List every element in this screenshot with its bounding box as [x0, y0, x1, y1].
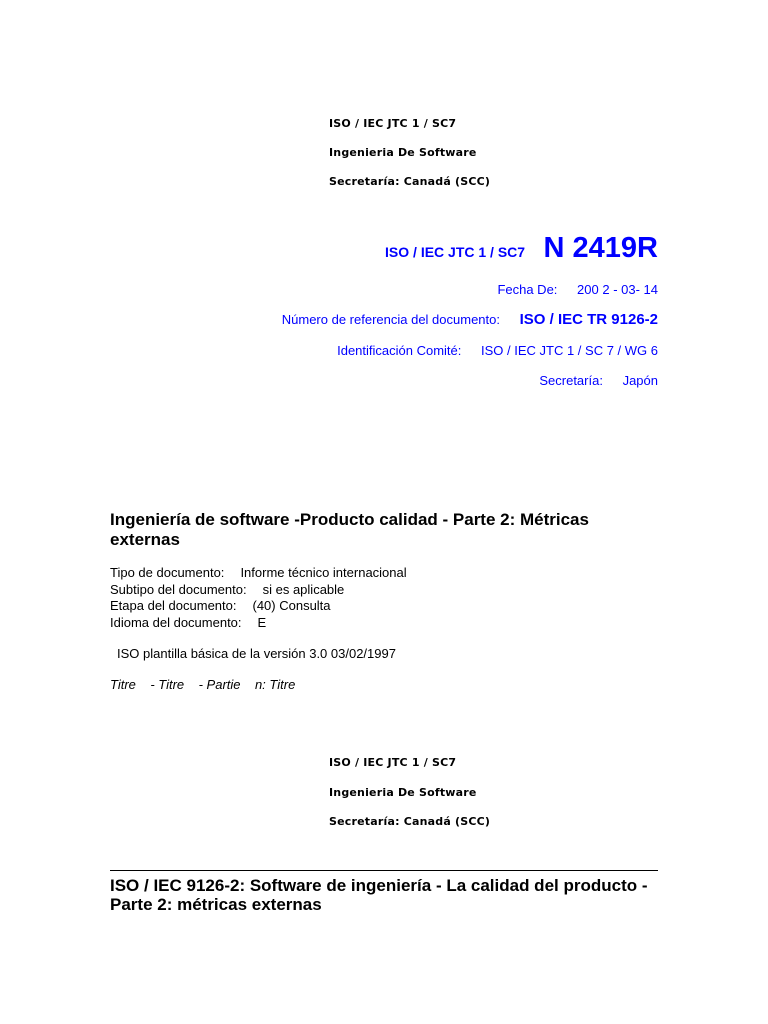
meta-language-value: E	[257, 615, 267, 630]
document-title: Ingeniería de software -Producto calidad - Parte 2: Métricas externas	[110, 510, 589, 549]
committee-row	[337, 343, 658, 358]
meta-subtype-label: Subtipo del documento:	[110, 582, 247, 597]
reference-row	[282, 311, 658, 328]
meta-subtype-row	[110, 581, 344, 598]
footer-title: Ingenieria De Software	[329, 786, 477, 799]
header-title: Ingenieria De Software	[329, 146, 477, 159]
meta-language-label: Idioma del documento:	[110, 615, 242, 630]
meta-stage-value: (40) Consulta	[252, 598, 331, 613]
committee-label: Identificación Comité:	[337, 343, 462, 358]
date-row	[497, 282, 658, 297]
footer-committee: ISO / IEC JTC 1 / SC7	[329, 756, 457, 769]
reference-value: ISO / IEC TR 9126-2	[519, 311, 658, 328]
reference-label: Número de referencia del documento:	[281, 312, 500, 327]
committee-value: ISO / IEC JTC 1 / SC 7 / WG 6	[481, 343, 658, 358]
titre-line: Titre - Titre - Partie n: Titre	[110, 677, 296, 692]
doc-number: N 2419R	[543, 232, 658, 264]
meta-type-label: Tipo de documento:	[110, 565, 225, 580]
header-committee: ISO / IEC JTC 1 / SC7	[329, 117, 457, 130]
meta-stage-label: Etapa del documento:	[110, 598, 237, 613]
date-value: 200 2 - 03- 14	[577, 282, 658, 297]
meta-type-row	[110, 564, 407, 581]
secretariat-value: Japón	[622, 373, 658, 388]
doc-id-row	[385, 232, 658, 265]
standard-title-line2: Parte 2: métricas externas	[110, 895, 322, 914]
template-note: ISO plantilla básica de la versión 3.0 03/02/1997	[117, 646, 396, 661]
meta-subtype-value: si es aplicable	[262, 582, 345, 597]
standard-title	[110, 876, 658, 914]
doc-committee: ISO / IEC JTC 1 / SC7	[385, 244, 526, 260]
standard-title-line1: ISO / IEC 9126-2: Software de ingeniería - La calidad del producto -	[110, 876, 648, 895]
footer-secretariat: Secretaría: Canadá (SCC)	[329, 815, 491, 828]
header-secretariat: Secretaría: Canadá (SCC)	[329, 175, 491, 188]
meta-language-row	[110, 614, 266, 631]
title-divider	[110, 870, 658, 871]
secretariat-label: Secretaría:	[539, 373, 603, 388]
date-label: Fecha De:	[497, 282, 558, 297]
secretariat-row	[539, 373, 658, 388]
meta-stage-row	[110, 597, 331, 614]
meta-type-value: Informe técnico internacional	[240, 565, 407, 580]
